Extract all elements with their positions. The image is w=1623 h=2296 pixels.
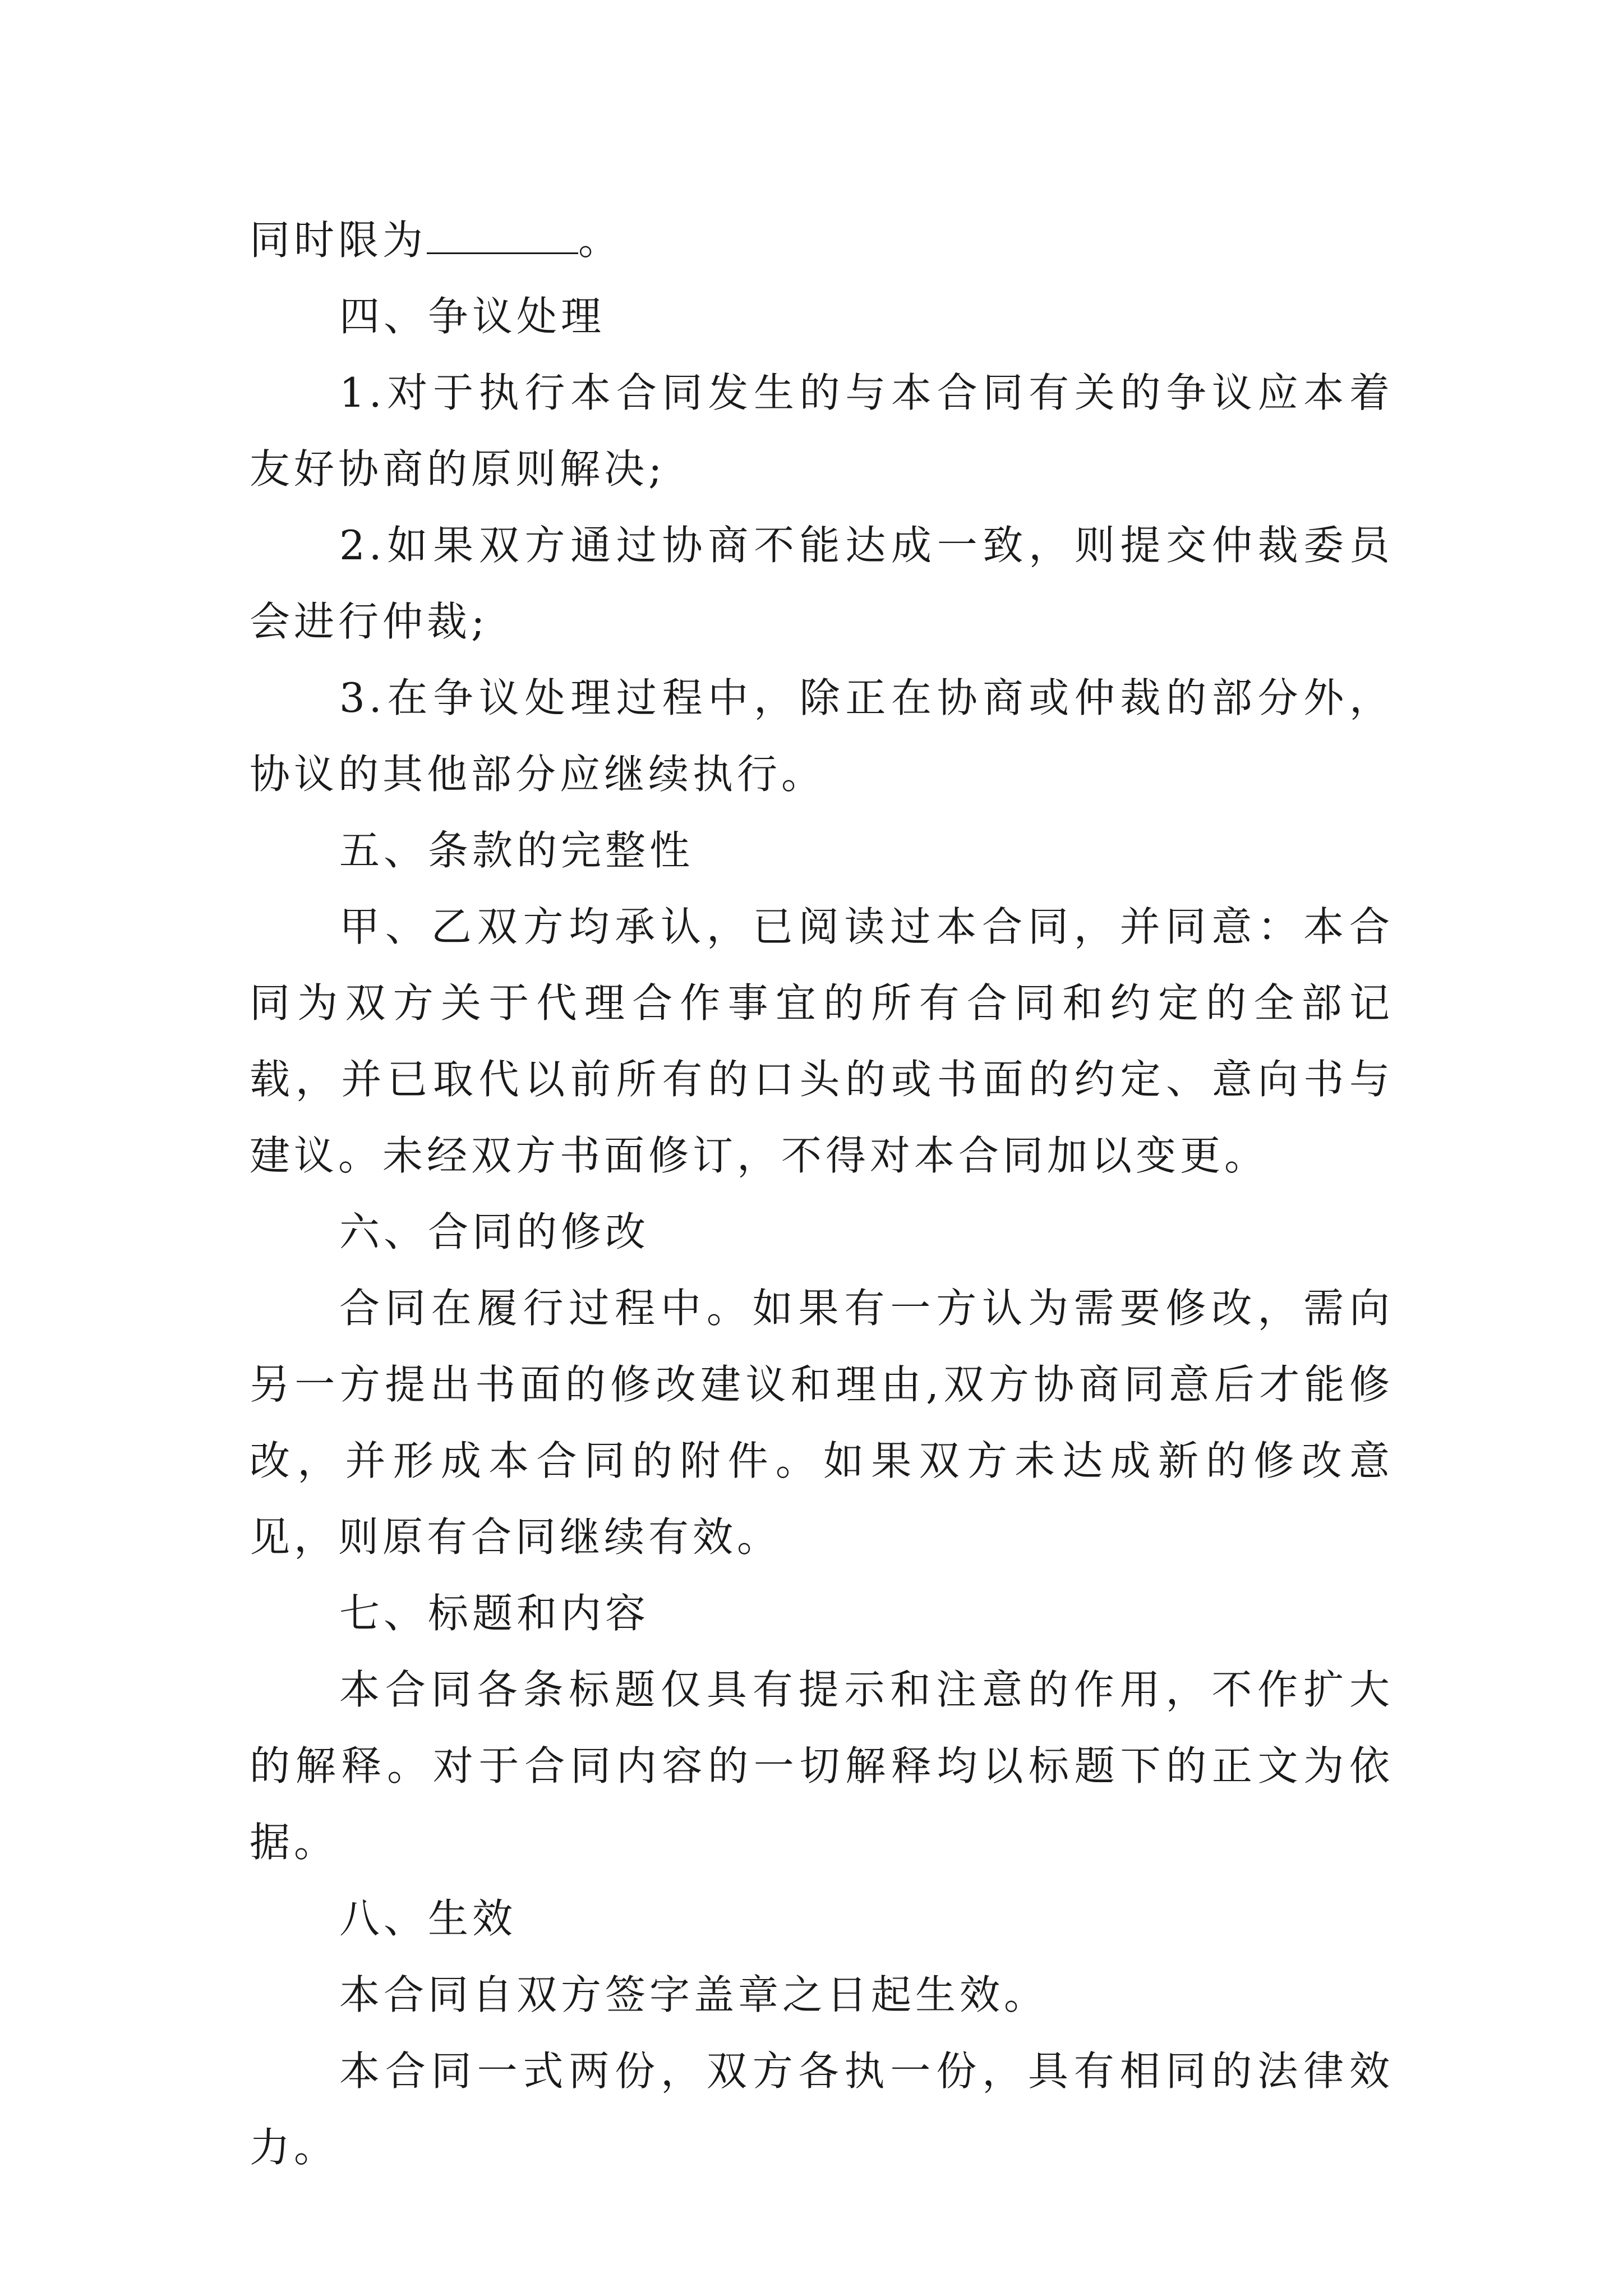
section-heading-integrity: 五、条款的完整性	[339, 827, 694, 874]
paragraph-titles-1: 本合同各条标题仅具有提示和注意的作用，不作扩大的解释。对于合同内容的一切解释均以标题下的正文为依据。	[250, 1666, 1394, 1866]
section-heading-amendment: 六、合同的修改	[339, 1208, 650, 1255]
first-line-suffix: 。	[578, 217, 623, 264]
paragraph-dispute-3: 3.在争议处理过程中，除正在协商或仲裁的部分外，协议的其他部分应继续执行。	[250, 674, 1394, 798]
paragraph-effective-2: 本合同一式两份，双方各执一份，具有相同的法律效力。	[250, 2047, 1394, 2171]
paragraph-dispute-1: 1.对于执行本合同发生的与本合同有关的争议应本着友好协商的原则解决;	[250, 369, 1394, 493]
paragraph-dispute-2: 2.如果双方通过协商不能达成一致，则提交仲裁委员会进行仲裁;	[250, 522, 1394, 645]
first-line-prefix: 同时限为	[250, 217, 427, 264]
section-heading-titles: 七、标题和内容	[339, 1590, 650, 1637]
first-line	[250, 202, 1394, 278]
document-body	[250, 202, 1394, 2185]
fill-in-blank	[427, 219, 578, 254]
paragraph-amendment-1: 合同在履行过程中。如果有一方认为需要修改，需向另一方提出书面的修改建议和理由,双方协商同意后才能修改，并形成本合同的附件。如果双方未达成新的修改意见，则原有合同继续有效。	[250, 1285, 1394, 1561]
section-heading-dispute: 四、争议处理	[339, 293, 606, 340]
paragraph-effective-1: 本合同自双方签字盖章之日起生效。	[339, 1971, 1049, 2018]
section-heading-effective: 八、生效	[339, 1895, 517, 1942]
paragraph-integrity-1: 甲、乙双方均承认，已阅读过本合同，并同意：本合同为双方关于代理合作事宜的所有合同和约定的全部记载，并已取代以前所有的口头的或书面的约定、意向书与建议。未经双方书面修订，不得对本合同加以变更。	[250, 903, 1394, 1179]
